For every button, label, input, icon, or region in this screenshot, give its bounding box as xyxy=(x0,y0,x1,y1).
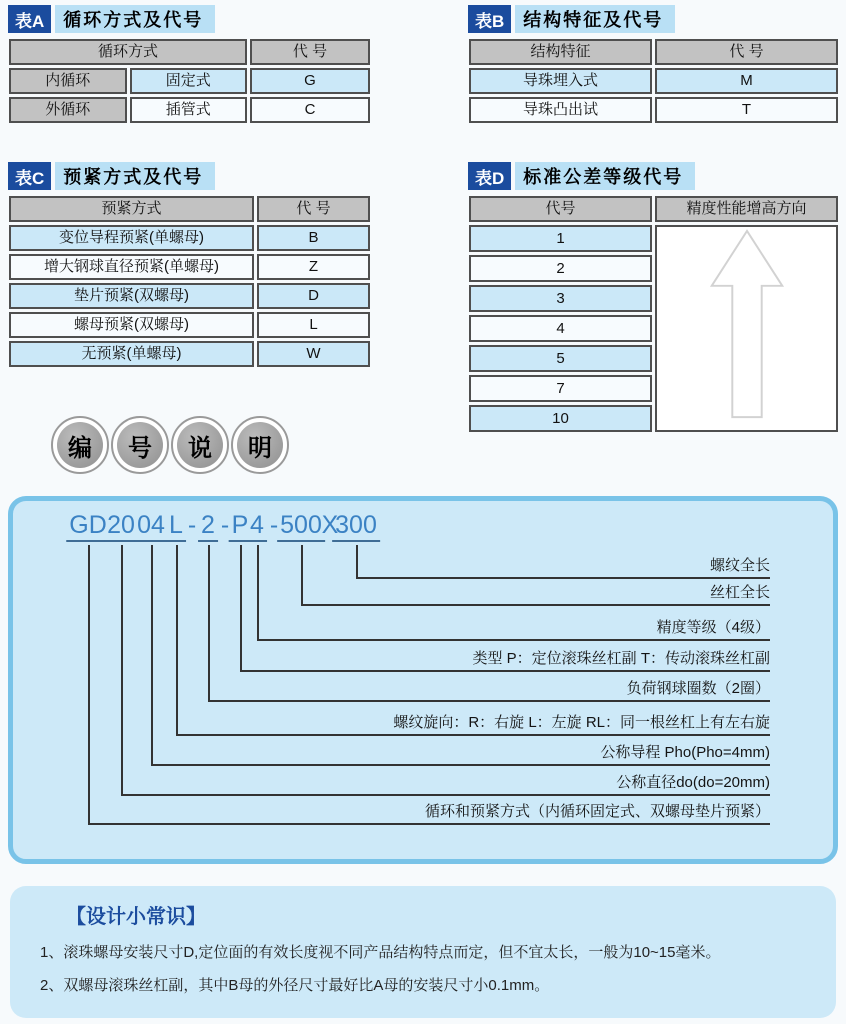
connector-line xyxy=(301,545,303,604)
section-badge xyxy=(231,416,289,474)
section-badge xyxy=(111,416,169,474)
table-d-grade-cell: 2 xyxy=(469,255,652,282)
diagram-label: 螺纹旋向：R：右旋 L：左旋 RL：同一根丝杠上有左右旋 xyxy=(393,714,770,731)
tip-item: 1、滚珠螺母安装尺寸D,定位面的有效长度视不同产品结构特点而定，但不宜太长，一般为10~15毫米。 xyxy=(40,944,721,961)
connector-line xyxy=(240,670,770,672)
table-d-grade-cell: 5 xyxy=(469,345,652,372)
table-c-cell: D xyxy=(257,283,370,309)
table-c-title xyxy=(8,162,215,190)
connector-line xyxy=(176,545,178,734)
connector-line xyxy=(301,604,770,606)
diagram-label: 公称直径do(do=20mm) xyxy=(616,774,770,791)
table-b-header-code: 代 号 xyxy=(655,39,838,65)
diagram-label: 公称导程 Pho(Pho=4mm) xyxy=(600,744,770,761)
connector-line xyxy=(356,577,770,579)
table-b-title xyxy=(468,5,675,33)
connector-line xyxy=(88,823,770,825)
section-badge-char: 编 xyxy=(57,422,103,468)
table-c-title-text: 预紧方式及代号 xyxy=(55,162,215,190)
section-badge-char: 号 xyxy=(117,422,163,468)
code-separator: - xyxy=(187,511,197,539)
table-a-cell: G xyxy=(250,68,370,94)
diagram-label: 负荷钢球圈数（2圈） xyxy=(626,680,770,697)
code-segment: 2 xyxy=(198,511,218,542)
code-segment: GD xyxy=(66,511,110,542)
table-c-cell: B xyxy=(257,225,370,251)
code-segment: 4 xyxy=(247,511,267,542)
table-c-cell: 变位导程预紧(单螺母) xyxy=(9,225,254,251)
table-a-cell: 固定式 xyxy=(130,68,248,94)
table-d-grade-cell: 3 xyxy=(469,285,652,312)
connector-line xyxy=(121,794,770,796)
connector-line xyxy=(208,545,210,700)
table-d-header-row xyxy=(469,196,838,222)
connector-line xyxy=(176,734,770,736)
connector-line xyxy=(121,545,123,794)
table-c-header-code: 代 号 xyxy=(257,196,370,222)
table-c-header-row xyxy=(9,196,370,222)
connector-line xyxy=(151,545,153,764)
table-d-grade-cell: 4 xyxy=(469,315,652,342)
table-a-cell: C xyxy=(250,97,370,123)
table-b-cell: M xyxy=(655,68,838,94)
table-row xyxy=(9,283,370,309)
tip-item: 2、双螺母滚珠丝杠副，其中B母的外径尺寸最好比A母的安装尺寸小0.1mm。 xyxy=(40,977,550,994)
diagram-label: 螺纹全长 xyxy=(709,557,770,574)
precision-direction-cell xyxy=(655,225,838,432)
diagram-label: 丝杠全长 xyxy=(709,584,770,601)
table-row xyxy=(9,312,370,338)
table-c-cell: 垫片预紧(双螺母) xyxy=(9,283,254,309)
table-d-title xyxy=(468,162,695,190)
table-a xyxy=(6,36,373,126)
table-row xyxy=(469,225,838,252)
code-segment: 300 xyxy=(332,511,380,542)
section-badge xyxy=(51,416,109,474)
connector-line xyxy=(151,764,770,766)
table-a-title-text: 循环方式及代号 xyxy=(55,5,215,33)
code-segment: P xyxy=(229,511,252,542)
table-a-header-code: 代 号 xyxy=(250,39,370,65)
table-a-header-method: 循环方式 xyxy=(9,39,247,65)
table-d-header-direction: 精度性能增高方向 xyxy=(655,196,838,222)
code-segment: 20 xyxy=(104,511,138,542)
table-c-cell: L xyxy=(257,312,370,338)
up-arrow-icon xyxy=(707,227,787,423)
table-b-header-feature: 结构特征 xyxy=(469,39,652,65)
table-a-cell: 外循环 xyxy=(9,97,127,123)
table-c-cell: W xyxy=(257,341,370,367)
table-row xyxy=(9,225,370,251)
table-row xyxy=(9,341,370,367)
tips-heading: 【设计小常识】 xyxy=(66,906,206,928)
table-d-header-code: 代号 xyxy=(469,196,652,222)
diagram-label: 类型 P：定位滚珠丝杠副 T：传动滚珠丝杠副 xyxy=(472,650,770,667)
table-c xyxy=(6,193,373,370)
connector-line xyxy=(257,545,259,639)
table-b-cell: 导珠凸出试 xyxy=(469,97,652,123)
code-separator: - xyxy=(269,511,279,539)
section-badge-char: 说 xyxy=(177,422,223,468)
table-c-header-method: 预紧方式 xyxy=(9,196,254,222)
table-a-title xyxy=(8,5,215,33)
section-badge xyxy=(171,416,229,474)
table-d-grade-cell: 7 xyxy=(469,375,652,402)
design-tips-box xyxy=(10,886,836,1018)
numbering-diagram xyxy=(8,496,838,864)
table-c-cell: 增大钢球直径预紧(单螺母) xyxy=(9,254,254,280)
table-c-cell: Z xyxy=(257,254,370,280)
table-c-cell: 无预紧(单螺母) xyxy=(9,341,254,367)
table-a-header-row xyxy=(9,39,370,65)
table-b-cell: T xyxy=(655,97,838,123)
code-segment: 04 xyxy=(134,511,168,542)
table-row xyxy=(9,254,370,280)
table-d-grade-cell: 1 xyxy=(469,225,652,252)
table-d xyxy=(466,193,841,435)
connector-line xyxy=(257,639,770,641)
table-b-title-text: 结构特征及代号 xyxy=(515,5,675,33)
table-a-badge: 表A xyxy=(8,5,51,33)
table-d-grade-cell: 10 xyxy=(469,405,652,432)
table-a-cell: 内循环 xyxy=(9,68,127,94)
table-d-title-text: 标准公差等级代号 xyxy=(515,162,695,190)
table-row xyxy=(9,97,370,123)
connector-line xyxy=(240,545,242,670)
table-c-cell: 螺母预紧(双螺母) xyxy=(9,312,254,338)
connector-line xyxy=(356,545,358,577)
section-badge-char: 明 xyxy=(237,422,283,468)
table-c-badge: 表C xyxy=(8,162,51,190)
table-row xyxy=(469,68,838,94)
connector-line xyxy=(208,700,770,702)
code-segment: 500 xyxy=(277,511,325,542)
diagram-label: 循环和预紧方式（内循环固定式、双螺母垫片预紧） xyxy=(424,803,770,820)
diagram-label: 精度等级（4级） xyxy=(656,619,770,636)
connector-line xyxy=(88,545,90,823)
code-separator: - xyxy=(220,511,230,539)
table-b xyxy=(466,36,841,126)
table-b-header-row xyxy=(469,39,838,65)
code-separator: X xyxy=(321,511,339,539)
table-b-badge: 表B xyxy=(468,5,511,33)
table-row xyxy=(9,68,370,94)
table-row xyxy=(469,97,838,123)
code-segment: L xyxy=(166,511,186,542)
table-b-cell: 导珠埋入式 xyxy=(469,68,652,94)
table-a-cell: 插管式 xyxy=(130,97,248,123)
table-d-badge: 表D xyxy=(468,162,511,190)
